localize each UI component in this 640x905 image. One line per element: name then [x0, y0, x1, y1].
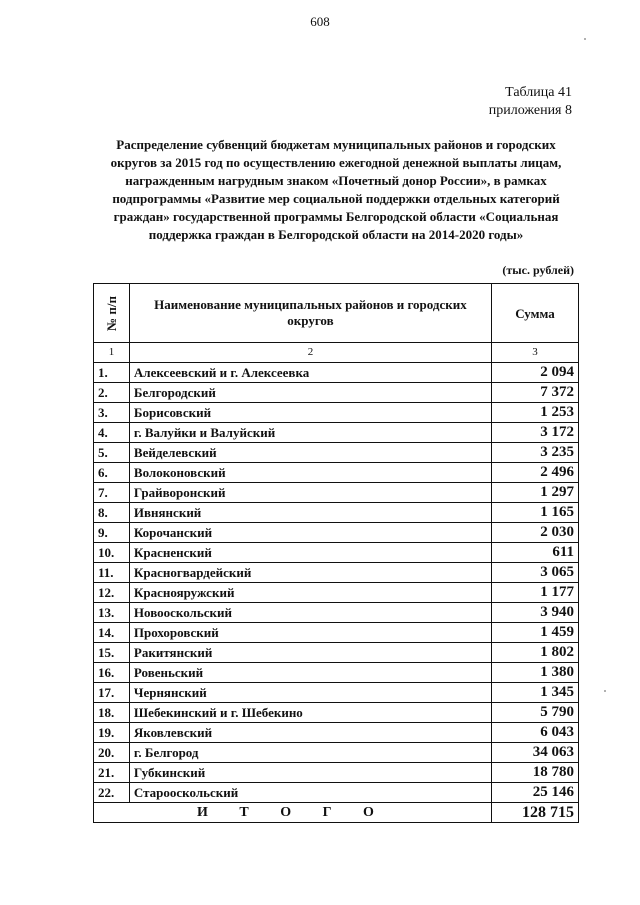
row-number: 10. [94, 543, 130, 563]
table-row [94, 643, 579, 663]
row-name: Красногвардейский [129, 563, 491, 583]
row-number: 14. [94, 623, 130, 643]
row-number: 21. [94, 763, 130, 783]
total-label: И Т О Г О [94, 803, 492, 823]
table-row [94, 703, 579, 723]
table-row [94, 483, 579, 503]
header-number: № п/п [94, 284, 130, 343]
table-row [94, 443, 579, 463]
row-name: Краснояружский [129, 583, 491, 603]
row-sum: 1 253 [492, 403, 579, 423]
row-name: Яковлевский [129, 723, 491, 743]
header-name: Наименование муниципальных районов и городских округов [129, 284, 491, 343]
row-number: 6. [94, 463, 130, 483]
row-name: Алексеевский и г. Алексеевка [129, 363, 491, 383]
row-sum: 1 177 [492, 583, 579, 603]
row-name: Прохоровский [129, 623, 491, 643]
table-row [94, 523, 579, 543]
row-sum: 7 372 [492, 383, 579, 403]
row-name: Шебекинский и г. Шебекино [129, 703, 491, 723]
table-row [94, 503, 579, 523]
table-row [94, 463, 579, 483]
row-name: Вейделевский [129, 443, 491, 463]
table-row [94, 723, 579, 743]
row-number: 7. [94, 483, 130, 503]
row-number: 5. [94, 443, 130, 463]
total-row [94, 803, 579, 823]
row-name: Чернянский [129, 683, 491, 703]
row-name: г. Валуйки и Валуйский [129, 423, 491, 443]
row-sum: 6 043 [492, 723, 579, 743]
row-sum: 1 802 [492, 643, 579, 663]
row-name: Грайворонский [129, 483, 491, 503]
table-reference [489, 84, 572, 120]
header-row [94, 284, 579, 343]
row-sum: 18 780 [492, 763, 579, 783]
row-sum: 611 [492, 543, 579, 563]
table-row [94, 603, 579, 623]
table-row [94, 563, 579, 583]
row-sum: 2 030 [492, 523, 579, 543]
row-sum: 3 940 [492, 603, 579, 623]
column-index: 1 [94, 343, 130, 363]
row-name: Волоконовский [129, 463, 491, 483]
row-number: 22. [94, 783, 130, 803]
row-name: Красненский [129, 543, 491, 563]
table-row [94, 743, 579, 763]
table-row [94, 383, 579, 403]
scan-speck [584, 38, 586, 40]
table-row [94, 623, 579, 643]
row-name: Корочанский [129, 523, 491, 543]
row-number: 13. [94, 603, 130, 623]
units-label: (тыс. рублей) [502, 263, 574, 277]
scan-speck [604, 690, 606, 692]
row-number: 8. [94, 503, 130, 523]
row-number: 1. [94, 363, 130, 383]
table-row [94, 763, 579, 783]
row-sum: 3 172 [492, 423, 579, 443]
table-row [94, 663, 579, 683]
row-sum: 1 297 [492, 483, 579, 503]
row-number: 3. [94, 403, 130, 423]
header-sum: Сумма [492, 284, 579, 343]
table-row [94, 683, 579, 703]
table-number: Таблица 41 [505, 85, 572, 100]
row-sum: 2 496 [492, 463, 579, 483]
column-index: 2 [129, 343, 491, 363]
row-sum: 1 165 [492, 503, 579, 523]
column-index: 3 [492, 343, 579, 363]
row-number: 12. [94, 583, 130, 603]
row-number: 2. [94, 383, 130, 403]
row-name: Ивнянский [129, 503, 491, 523]
row-name: г. Белгород [129, 743, 491, 763]
row-sum: 1 380 [492, 663, 579, 683]
row-number: 15. [94, 643, 130, 663]
row-number: 17. [94, 683, 130, 703]
row-sum: 1 459 [492, 623, 579, 643]
row-name: Губкинский [129, 763, 491, 783]
page-number: 608 [310, 14, 330, 29]
table-row [94, 363, 579, 383]
row-name: Старооскольский [129, 783, 491, 803]
row-number: 11. [94, 563, 130, 583]
row-number: 19. [94, 723, 130, 743]
row-number: 18. [94, 703, 130, 723]
row-sum: 34 063 [492, 743, 579, 763]
row-name: Ракитянский [129, 643, 491, 663]
row-sum: 3 235 [492, 443, 579, 463]
appendix-number: приложения 8 [488, 103, 572, 118]
table-row [94, 583, 579, 603]
row-number: 20. [94, 743, 130, 763]
table-row [94, 783, 579, 803]
row-number: 16. [94, 663, 130, 683]
document-title: Распределение субвенций бюджетам муниципальных районов и городских округов за 2015 год по осуществлению ежегодной денежной выплаты лицам, награжденным нагрудным знаком «Почетный донор России», в рамках подпрограммы «Развитие мер социальной поддержки отдельных категорий граждан» государственной программы Белгородской области «Социальная поддержка граждан в Белгородской области на 2014-2020 годы» [110, 137, 562, 242]
row-number: 4. [94, 423, 130, 443]
row-name: Ровеньский [129, 663, 491, 683]
row-sum: 25 146 [492, 783, 579, 803]
table-row [94, 403, 579, 423]
total-sum: 128 715 [492, 803, 579, 823]
row-sum: 2 094 [492, 363, 579, 383]
column-index-row [94, 343, 579, 363]
row-sum: 5 790 [492, 703, 579, 723]
row-sum: 1 345 [492, 683, 579, 703]
subsidy-table [93, 283, 579, 823]
row-name: Белгородский [129, 383, 491, 403]
row-name: Новооскольский [129, 603, 491, 623]
row-sum: 3 065 [492, 563, 579, 583]
row-name: Борисовский [129, 403, 491, 423]
row-number: 9. [94, 523, 130, 543]
table-row [94, 543, 579, 563]
table-row [94, 423, 579, 443]
